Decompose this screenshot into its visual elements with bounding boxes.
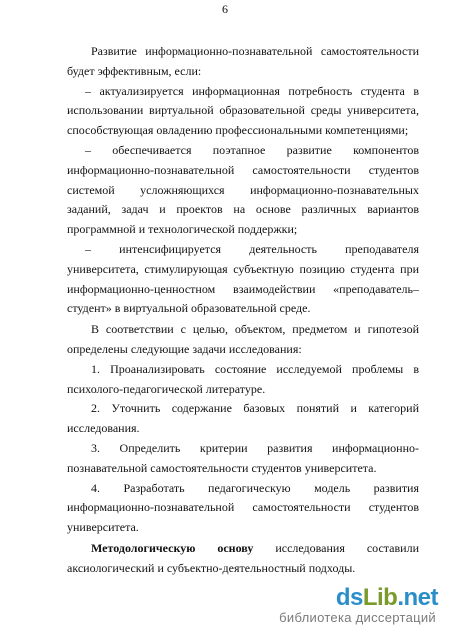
document-body xyxy=(67,42,419,582)
dslib-watermark[interactable] xyxy=(0,582,450,629)
page-number: 6 xyxy=(222,2,228,16)
text-line: будет эффективным, если: xyxy=(67,63,202,78)
text-line: информационно-познавательной самостоятельности студентов xyxy=(67,500,419,515)
logo-part: .net xyxy=(397,584,438,611)
text-line: университета. xyxy=(67,520,139,535)
text-line: заданий, задач и проектов на основе различных вариантов xyxy=(67,202,419,217)
logo-part: ds xyxy=(335,584,363,611)
text-line: способствующая овладению профессиональными компетенциями; xyxy=(67,123,409,138)
text-line: университета, стимулирующая субъектную позицию студента при xyxy=(67,261,419,276)
text-line: определены следующие задачи исследования: xyxy=(67,341,302,356)
text-line: информационно-познавательной самостоятельности студентов xyxy=(67,162,419,177)
text-line: Развитие информационно-познавательной самостоятельности xyxy=(91,44,419,58)
text-line: познавательной самостоятельности студентов университета. xyxy=(67,460,377,475)
text-line: студент» в виртуальной образовательной среде. xyxy=(67,301,311,316)
text-line: 4. Разработать педагогическую модель развития xyxy=(91,480,419,495)
text-line xyxy=(67,539,419,559)
text-line: 2. Уточнить содержание базовых понятий и категорий xyxy=(91,401,419,416)
logo-part: Lib xyxy=(362,584,398,611)
text-line: системой усложняющихся информационно-познавательных xyxy=(67,182,419,197)
bold-term: Методологическую основу xyxy=(91,540,254,555)
text-line: использовании виртуальной образовательной среды университета, xyxy=(67,103,419,118)
text-line: программной и технологической поддержки; xyxy=(67,222,298,237)
text-line: аксиологический и субъектно-деятельностный подходы. xyxy=(67,560,356,575)
text-fragment: исследования составили xyxy=(253,540,419,555)
text-line: – обеспечивается поэтапное развитие компонентов xyxy=(85,142,419,157)
text-line: психолого-педагогической литературе. xyxy=(67,381,266,396)
dslib-subtitle: библиотека диссертаций xyxy=(279,610,436,625)
text-line: исследования. xyxy=(67,421,140,436)
text-line: 3. Определить критерии развития информационно- xyxy=(91,440,419,455)
text-line: В соответствии с целью, объектом, предметом и гипотезой xyxy=(91,322,419,337)
text-line: 1. Проанализировать состояние исследуемой проблемы в xyxy=(91,361,419,376)
dslib-logo[interactable] xyxy=(336,584,438,610)
text-line: – актуализируется информационная потребность студента в xyxy=(85,83,419,98)
text-line: информационно-ценностном взаимодействии «преподаватель– xyxy=(67,281,419,296)
text-line: – интенсифицируется деятельность преподавателя xyxy=(85,241,419,256)
